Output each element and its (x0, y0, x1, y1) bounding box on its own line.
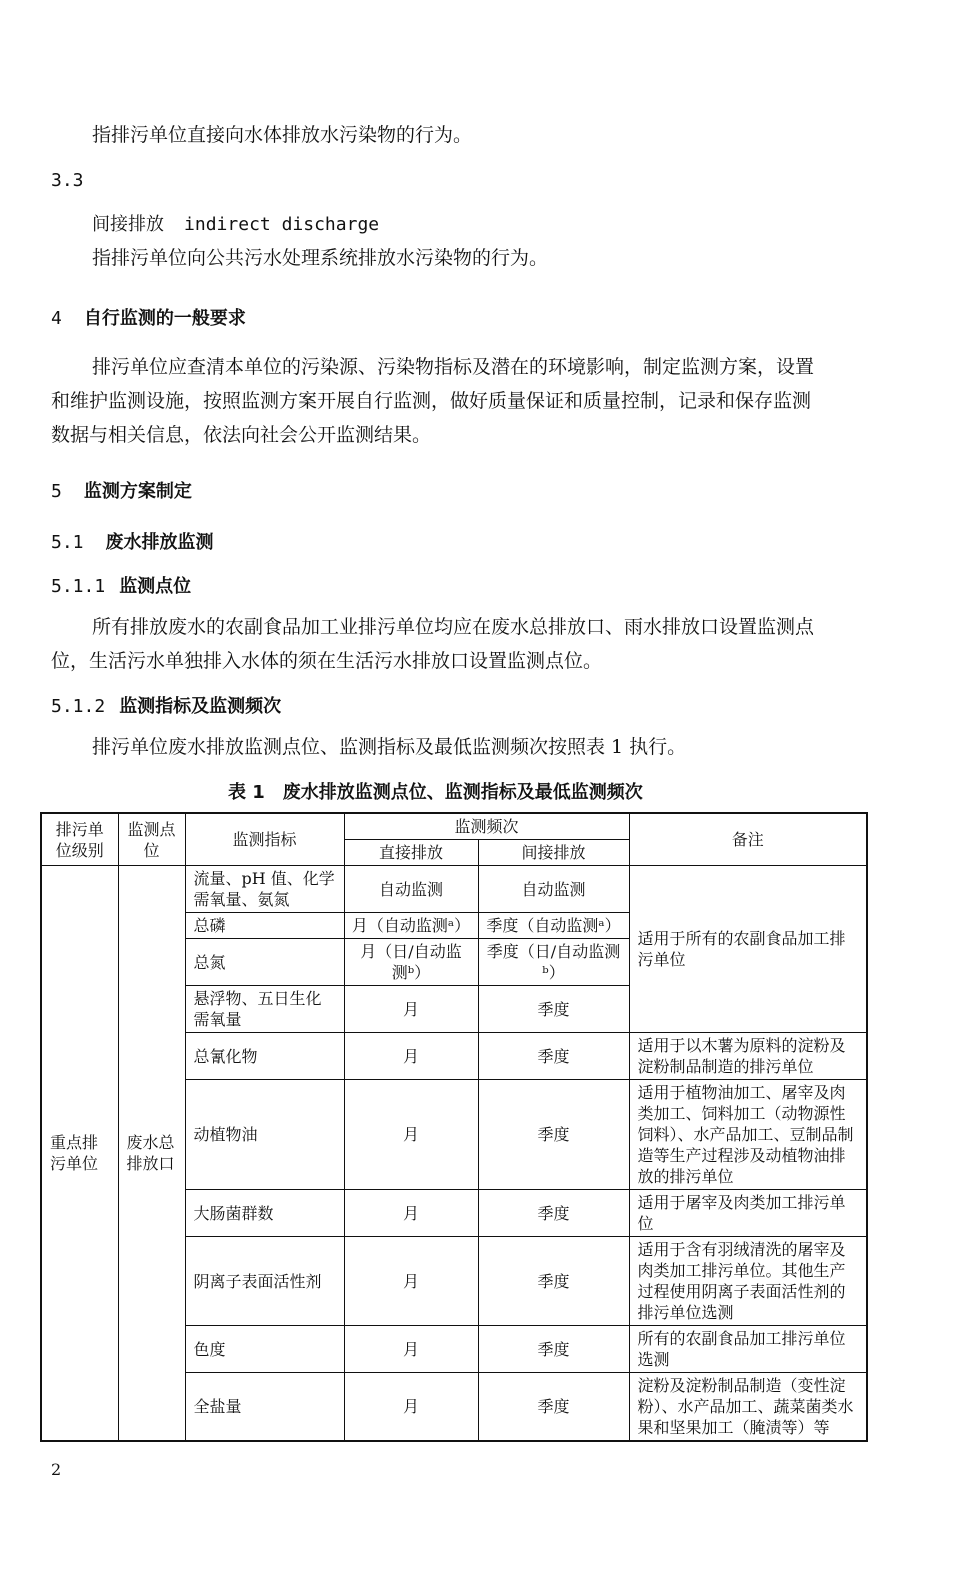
section-4-paragraph-line-1: 排污单位应查清本单位的污染源、污染物指标及潜在的环境影响，制定监测方案，设置 (92, 356, 815, 378)
direct-cell: 月 (344, 986, 478, 1033)
indirect-cell: 季度（日/自动监测ᵇ） (478, 939, 629, 986)
indirect-cell: 自动监测 (478, 866, 629, 913)
direct-cell: 自动监测 (344, 866, 478, 913)
term-heading (92, 210, 379, 236)
indirect-cell: 季度 (478, 1033, 629, 1080)
section-5-1-title: 废水排放监测 (105, 532, 214, 553)
section-5-1-1-number: 5.1.1 (51, 576, 106, 597)
section-5-heading (51, 477, 192, 503)
remark-cell: 适用于屠宰及肉类加工排污单位 (629, 1190, 867, 1237)
header-direct: 直接排放 (344, 840, 478, 866)
section-5-1-number: 5.1 (51, 532, 84, 553)
header-remark: 备注 (629, 813, 867, 866)
indirect-cell: 季度 (478, 1373, 629, 1442)
indirect-cell: 季度 (478, 986, 629, 1033)
monitoring-table (40, 812, 868, 1442)
direct-cell: 月 (344, 1080, 478, 1190)
term-number: 3.3 (51, 170, 84, 191)
indirect-cell: 季度（自动监测ᵃ） (478, 913, 629, 939)
direct-cell: 月 (344, 1190, 478, 1237)
remark-cell: 适用于以木薯为原料的淀粉及淀粉制品制造的排污单位 (629, 1033, 867, 1080)
section-5-1-2-number: 5.1.2 (51, 696, 106, 717)
paragraph-indirect-discharge-definition: 指排污单位向公共污水处理系统排放水污染物的行为。 (92, 247, 549, 269)
table-row (41, 866, 867, 913)
indicator-cell: 大肠菌群数 (185, 1190, 344, 1237)
section-4-paragraph-line-2: 和维护监测设施，按照监测方案开展自行监测，做好质量保证和质量控制，记录和保存监测 (51, 390, 812, 412)
term-chinese: 间接排放 (92, 214, 164, 235)
remark-cell: 淀粉及淀粉制品制造（变性淀粉）、水产品加工、蔬菜菌类水果和坚果加工（腌渍等）等 (629, 1373, 867, 1442)
remark-cell: 适用于植物油加工、屠宰及肉类加工、饲料加工（动物源性饲料）、水产品加工、豆制品制造等生产过程涉及动植物油排放的排污单位 (629, 1080, 867, 1190)
direct-cell: 月 (344, 1373, 478, 1442)
direct-cell: 月 (344, 1326, 478, 1373)
table-caption: 表 1 废水排放监测点位、监测指标及最低监测频次 (228, 782, 643, 803)
table-header-row-1 (41, 813, 867, 840)
section-5-1-heading (51, 528, 214, 554)
point-cell: 废水总排放口 (118, 866, 185, 1442)
section-4-title: 自行监测的一般要求 (83, 308, 246, 329)
header-indirect: 间接排放 (478, 840, 629, 866)
remark-cell: 适用于含有羽绒清洗的屠宰及肉类加工排污单位。其他生产过程使用阴离子表面活性剂的排污单位选测 (629, 1237, 867, 1326)
indicator-cell: 阴离子表面活性剂 (185, 1237, 344, 1326)
header-level: 排污单位级别 (41, 813, 118, 866)
indicator-cell: 总磷 (185, 913, 344, 939)
direct-cell: 月 (344, 1237, 478, 1326)
page-number: 2 (51, 1460, 62, 1479)
indicator-cell: 总氰化物 (185, 1033, 344, 1080)
section-5-1-2-heading (51, 692, 281, 718)
section-5-1-1-paragraph-line-2: 位，生活污水单独排入水体的须在生活污水排放口设置监测点位。 (51, 650, 603, 672)
header-indicator: 监测指标 (185, 813, 344, 866)
section-4-paragraph-line-3: 数据与相关信息，依法向社会公开监测结果。 (51, 424, 432, 446)
indicator-cell: 色度 (185, 1326, 344, 1373)
remark-cell: 所有的农副食品加工排污单位选测 (629, 1326, 867, 1373)
indicator-cell: 总氮 (185, 939, 344, 986)
direct-cell: 月（日/自动监测ᵇ） (344, 939, 478, 986)
term-english: indirect discharge (184, 214, 380, 235)
section-4-number: 4 (51, 308, 62, 329)
header-frequency: 监测频次 (344, 813, 629, 840)
section-4-heading (51, 304, 246, 330)
section-5-1-1-heading (51, 572, 191, 598)
header-point: 监测点位 (118, 813, 185, 866)
section-5-1-2-paragraph: 排污单位废水排放监测点位、监测指标及最低监测频次按照表 1 执行。 (92, 736, 687, 758)
section-5-title: 监测方案制定 (83, 481, 192, 502)
section-5-1-1-title: 监测点位 (119, 576, 192, 597)
indirect-cell: 季度 (478, 1080, 629, 1190)
indirect-cell: 季度 (478, 1237, 629, 1326)
section-5-1-2-title: 监测指标及监测频次 (119, 696, 282, 717)
remark-cell: 适用于所有的农副食品加工排污单位 (629, 866, 867, 1033)
indicator-cell: 动植物油 (185, 1080, 344, 1190)
direct-cell: 月 (344, 1033, 478, 1080)
indicator-cell: 全盐量 (185, 1373, 344, 1442)
paragraph-direct-discharge-definition: 指排污单位直接向水体排放水污染物的行为。 (92, 124, 473, 146)
section-5-1-1-paragraph-line-1: 所有排放废水的农副食品加工业排污单位均应在废水总排放口、雨水排放口设置监测点 (92, 616, 815, 638)
indicator-cell: 悬浮物、五日生化需氧量 (185, 986, 344, 1033)
direct-cell: 月（自动监测ᵃ） (344, 913, 478, 939)
indirect-cell: 季度 (478, 1326, 629, 1373)
section-5-number: 5 (51, 481, 62, 502)
level-cell: 重点排污单位 (41, 866, 118, 1442)
indirect-cell: 季度 (478, 1190, 629, 1237)
indicator-cell: 流量、pH 值、化学需氧量、氨氮 (185, 866, 344, 913)
